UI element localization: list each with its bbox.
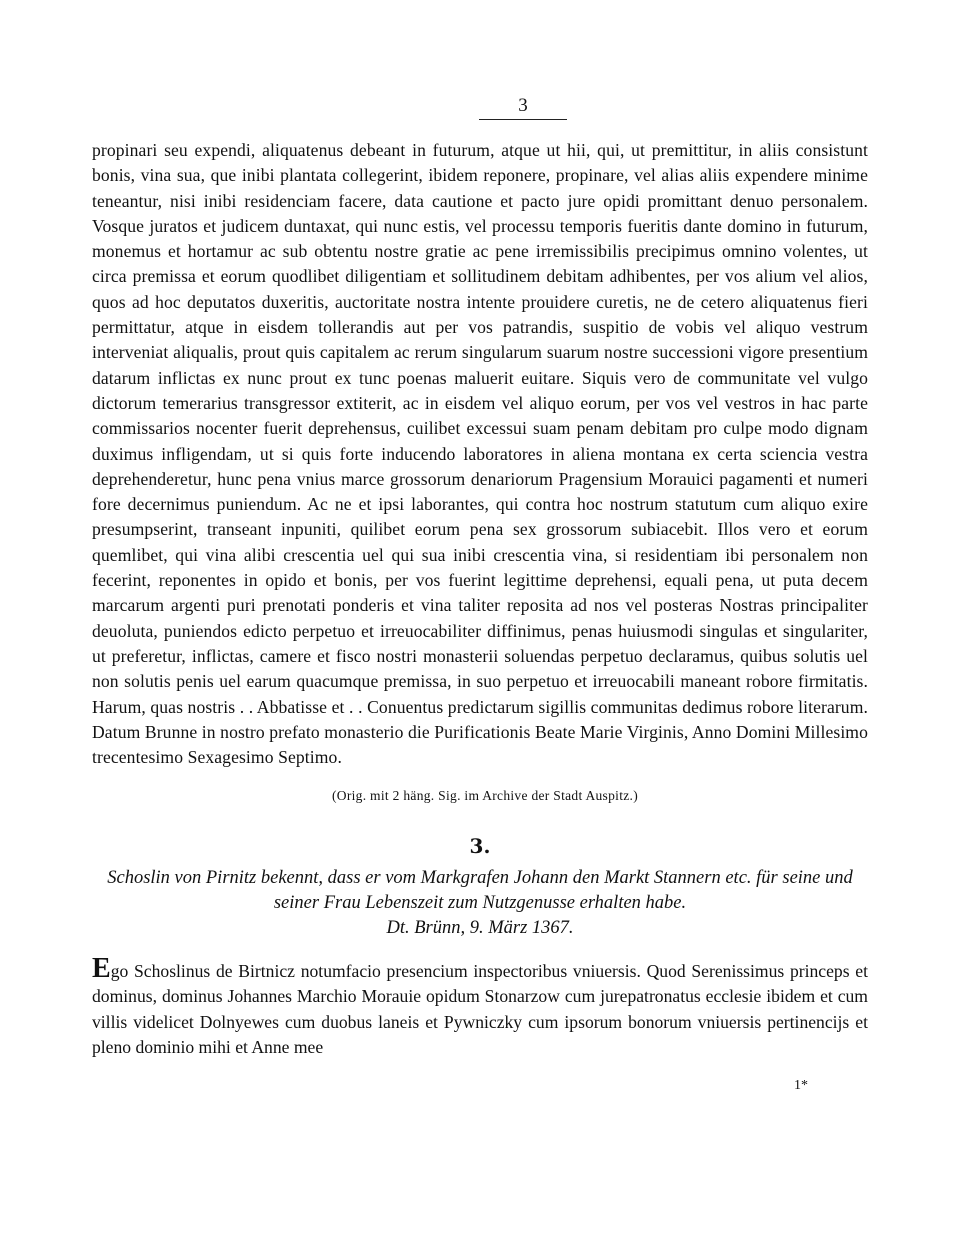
document-number: 3. <box>469 834 491 859</box>
second-charter-text <box>92 953 868 1060</box>
regest-dating: Dt. Brünn, 9. März 1367. <box>386 918 574 939</box>
drop-initial: E <box>92 953 111 985</box>
page-number-rule <box>479 119 567 120</box>
regest-summary: Schoslin von Pirnitz bekennt, dass er vom Markgrafen Johann den Markt Stannern etc. für seine und seiner Frau Lebenszeit zum Nutzgenusse erhalten habe. <box>107 868 853 914</box>
document-page <box>92 95 868 1094</box>
page-number: 3 <box>518 95 528 116</box>
signature-mark: 1* <box>794 1077 808 1093</box>
second-charter-body: go Schoslinus de Birtnicz notumfacio presencium inspectoribus vniuersis. Quod Serenissimus princeps et dominus, dominus Johannes Marchio Morauie opidum Stonarzow cum jurepatronatus ecclesie ibidem et cum villis videlicet Dolnyewes cum duobus laneis et Pywniczky cum ipsorum bonorum vniuersis pertinencijs et pleno dominio mihi et Anne mee <box>92 961 868 1057</box>
charter-body-text: propinari seu expendi, aliquatenus debeant in futurum, atque ut hii, qui, ut premittitur, in aliis consistunt bonis, vina sua, que inibi plantata collegerint, ibidem reponere, propinare, vel alias aliis expendere minime teneantur, nisi inibi residenciam facere, data cautione et pacto jure opidi promittant denuo personalem. Vosque juratos et judicem duntaxat, qui nunc estis, vel processu temporis fueritis dante domino in futurum, monemus et hortamur ac sub obtentu nostre gratie ac pene irremissibilis precipimus omnino volentes, ut circa premissa et eorum quodlibet diligentiam et sollitudinem debitam adhibentes, per vos alium vel alios, quos ad hoc deputatos duxeritis, auctoritate nostra intente prouidere curetis, ne de cetero aliquatenus fieri permittatur, atque in eisdem tollerandis aut per vos patrandis, suspitio de vobis vel aliquo vestrum interveniat aliqualis, prout quis capitalem ac rerum singularum suarum nostre successioni vigore presentium datarum inflictas ex nunc prout ex tunc poenas maluerit euitare. Siquis vero de communitate vel vulgo dictorum temerarius transgressor extiterit, ac in eisdem vel aliquo eorum, per vos vel vestros in hac parte commissarios nocenter fuerit deprehensus, cuilibet excessui suam penam debitam pro culpe modo dignam duximus infligendam, ut si quis forte inducendo laboratores in aliena montana ex certa sciencia vestra deprehenderetur, hunc pena vnius marce grossorum denariorum Pragensium Morauici pagamenti et numeri fore decernimus puniendum. Ac ne et ipsi laborantes, qui contra hoc nostrum statutum cum aliquo exire presumpserint, transeant inpuniti, quilibet eorum pena sex grossorum subiacebit. Illos vero et eorum quemlibet, qui vina alibi crescentia uel qui sua inibi crescentia vina, si residentiam ibi personalem non fecerint, reponentes in opido et bonis, per vos fuerint legittime deprehensi, equali pena, ut puta decem marcarum argenti puri prenotati ponderis et vina taliter reposita ad nos vel posteras Nostras principaliter deuoluta, puniendos edicto perpetuo et irreuocabiliter diffinimus, penas huiusmodi singulas et singulariter, ut preferetur, inflictas, camere et fisco nostri monasterii soluendas perpetuo declaramus, quibus solutis uel non solutis penis uel earum quacumque premissa, in suo perpetuo et irreuocabili maneant robore firmitatis. Harum, quas nostris . . Abbatisse et . . Conuentus predictarum sigillis communitas dedimus robore literarum. Datum Brunne in nostro prefato monasterio die Purificationis Beate Marie Virginis, Anno Domini Millesimo trecentesimo Sexagesimo Septimo. <box>92 140 868 768</box>
source-note: (Orig. mit 2 häng. Sig. im Archive der Stadt Auspitz.) <box>331 788 639 804</box>
